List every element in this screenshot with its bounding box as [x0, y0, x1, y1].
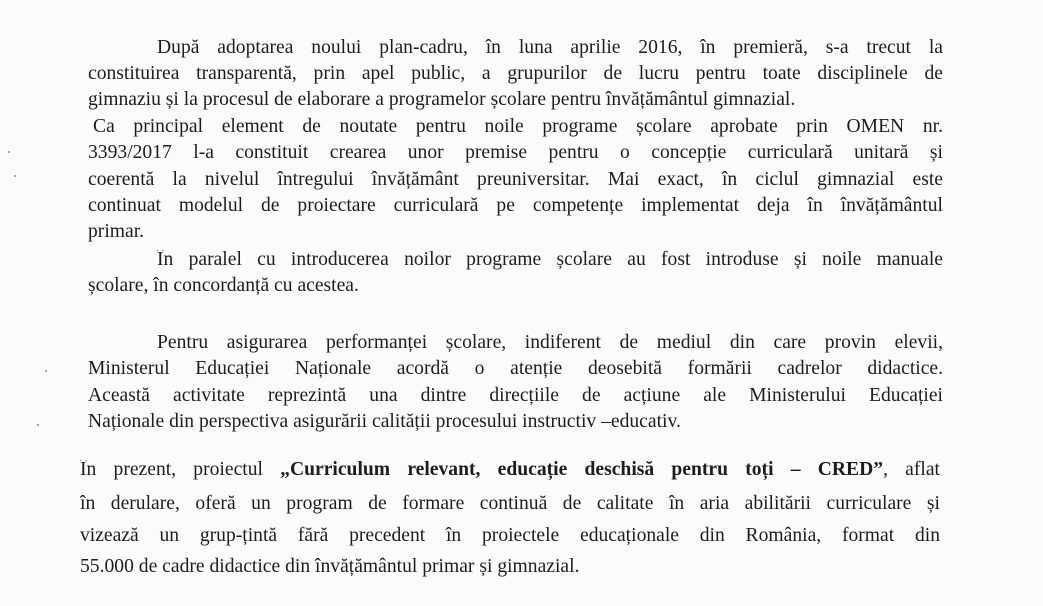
paragraph-5-trailing-text: , aflat [883, 460, 940, 480]
paragraph-1-line-1: După adoptarea noului plan-cadru, în luna aprilie 2016, în premieră, s-a trecut la [157, 38, 943, 58]
paragraph-2-line-2: 3393/2017 l-a constituit crearea unor premise pentru o concepție curriculară unitară și [88, 143, 943, 163]
scan-speck [37, 424, 39, 426]
paragraph-3-line-2: școlare, în concordanță cu acestea. [88, 276, 359, 296]
paragraph-5-line-4: 55.000 de cadre didactice din învățământul primar și gimnazial. [80, 557, 580, 577]
paragraph-5-line-3: vizează un grup-țintă fără precedent în proiectele educaționale din România, format din [80, 526, 940, 546]
paragraph-4-line-2: Ministerul Educației Naționale acordă o atenție deosebită formării cadrelor didactice. [88, 359, 943, 379]
paragraph-2-line-3: coerentă la nivelul întregului învățământ preuniversitar. Mai exact, în ciclul gimnazial este [88, 170, 943, 190]
paragraph-5-lead-text: În prezent, proiectul [80, 460, 281, 480]
scan-speck [14, 175, 16, 177]
paragraph-5-line-2: în derulare, oferă un program de formare continuă de calitate în aria abilitării curriculare și [80, 494, 940, 514]
paragraph-2-line-5: primar. [88, 222, 145, 242]
paragraph-3-line-1: În paralel cu introducerea noilor programe școlare au fost introduse și noile manuale [157, 250, 943, 270]
project-title: „Curriculum relevant, educație deschisă pentru toți – CRED” [280, 460, 884, 480]
paragraph-4-line-3: Această activitate reprezintă una dintre direcțiile de acțiune ale Ministerului Educației [88, 386, 943, 406]
paragraph-5-line-1 [80, 460, 940, 480]
paragraph-4-line-4: Naționale din perspectiva asigurării calității procesului instructiv –educativ. [88, 412, 681, 432]
paragraph-1-line-2: constituirea transparentă, prin apel public, a grupurilor de lucru pentru toate disciplinele de [88, 64, 943, 84]
scan-speck [45, 370, 47, 372]
paragraph-1-line-3: gimnaziu și la procesul de elaborare a programelor școlare pentru învățământul gimnazial. [88, 90, 796, 110]
paragraph-2-line-1: Ca principal element de noutate pentru noile programe școlare aprobate prin OMEN nr. [93, 117, 943, 137]
paragraph-2-line-4: continuat modelul de proiectare curriculară pe competențe implementat deja în învățământul [88, 196, 943, 216]
scan-speck [8, 151, 10, 153]
paragraph-4-line-1: Pentru asigurarea performanței școlare, indiferent de mediul din care provin elevii, [157, 333, 943, 353]
